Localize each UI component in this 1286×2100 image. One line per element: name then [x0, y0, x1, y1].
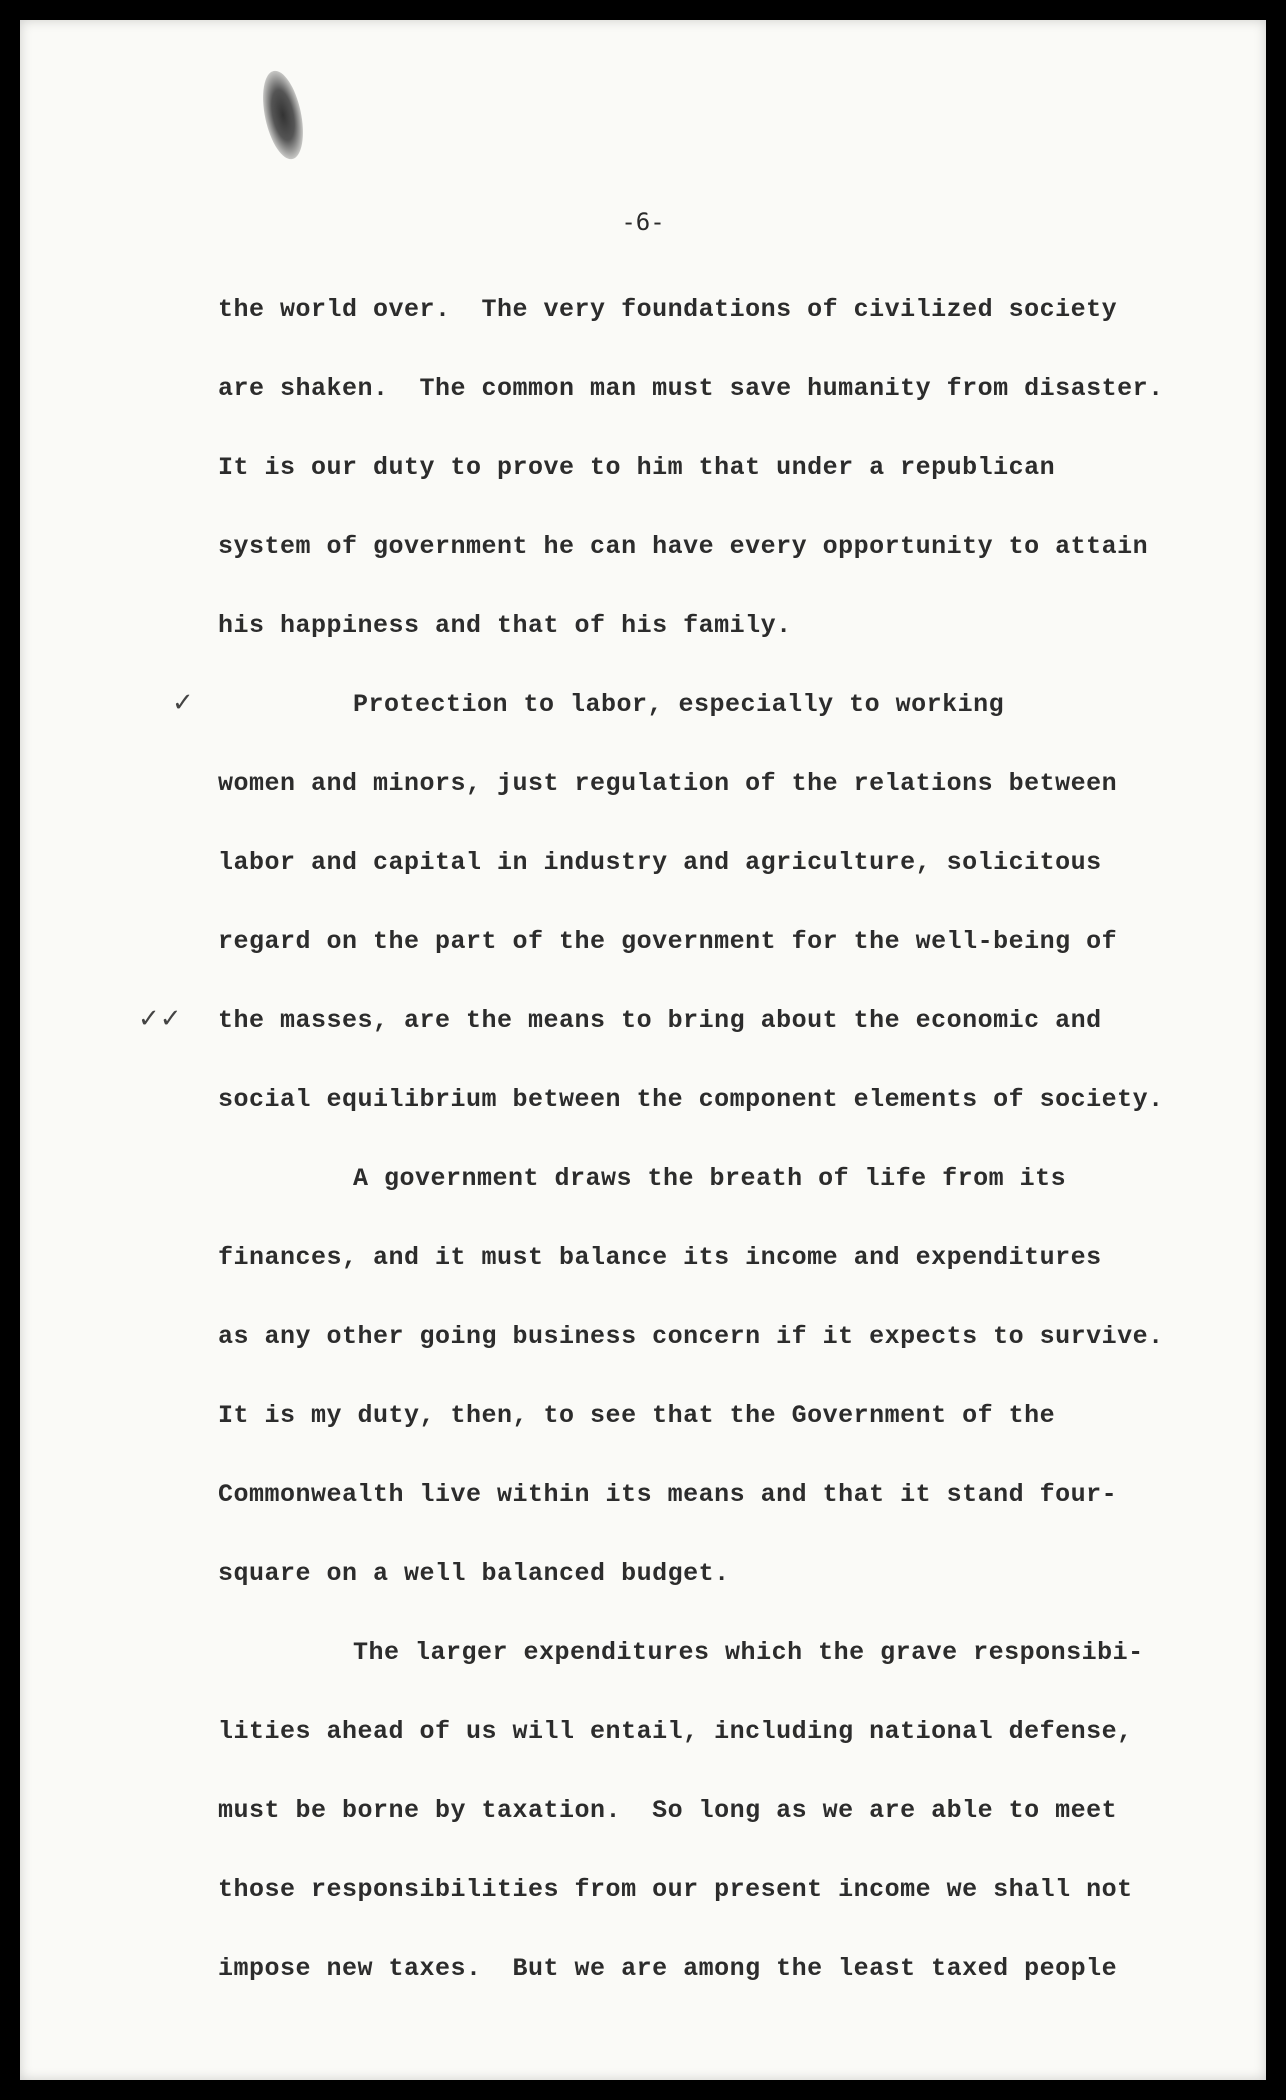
margin-check-mark: ✓ [172, 688, 194, 718]
text-line: finances, and it must balance its income and expenditures [218, 1243, 1102, 1272]
page-number: -6- [621, 208, 665, 236]
text-line: It is our duty to prove to him that under a republican [218, 453, 1056, 482]
text-line: lities ahead of us will entail, including national defense, [218, 1717, 1133, 1746]
text-line: those responsibilities from our present income we shall not [218, 1875, 1133, 1904]
text-line: Commonwealth live within its means and that it stand four- [218, 1480, 1118, 1509]
body-text [218, 286, 1208, 2024]
text-line: the masses, are the means to bring about the economic and [218, 1006, 1102, 1035]
ink-smudge [256, 67, 310, 163]
text-line: square on a well balanced budget. [218, 1559, 730, 1588]
text-line: system of government he can have every opportunity to attain [218, 532, 1149, 561]
text-line: The larger expenditures which the grave responsibi- [353, 1638, 1144, 1667]
text-line: the world over. The very foundations of civilized society [218, 295, 1118, 324]
margin-double-check-mark: ✓✓ [138, 1004, 182, 1034]
text-line: as any other going business concern if it expects to survive. [218, 1322, 1164, 1351]
text-line: labor and capital in industry and agriculture, solicitous [218, 848, 1102, 877]
text-line: regard on the part of the government for the well-being of [218, 927, 1118, 956]
text-line: A government draws the breath of life from its [353, 1164, 1067, 1193]
text-line: social equilibrium between the component elements of society. [218, 1085, 1164, 1114]
text-line: must be borne by taxation. So long as we are able to meet [218, 1796, 1118, 1825]
document-page [20, 20, 1266, 2080]
text-line: women and minors, just regulation of the relations between [218, 769, 1118, 798]
text-line: Protection to labor, especially to working [353, 690, 1005, 719]
text-line: his happiness and that of his family. [218, 611, 792, 640]
text-line: impose new taxes. But we are among the least taxed people [218, 1954, 1118, 1983]
text-line: are shaken. The common man must save humanity from disaster. [218, 374, 1164, 403]
text-line: It is my duty, then, to see that the Government of the [218, 1401, 1056, 1430]
